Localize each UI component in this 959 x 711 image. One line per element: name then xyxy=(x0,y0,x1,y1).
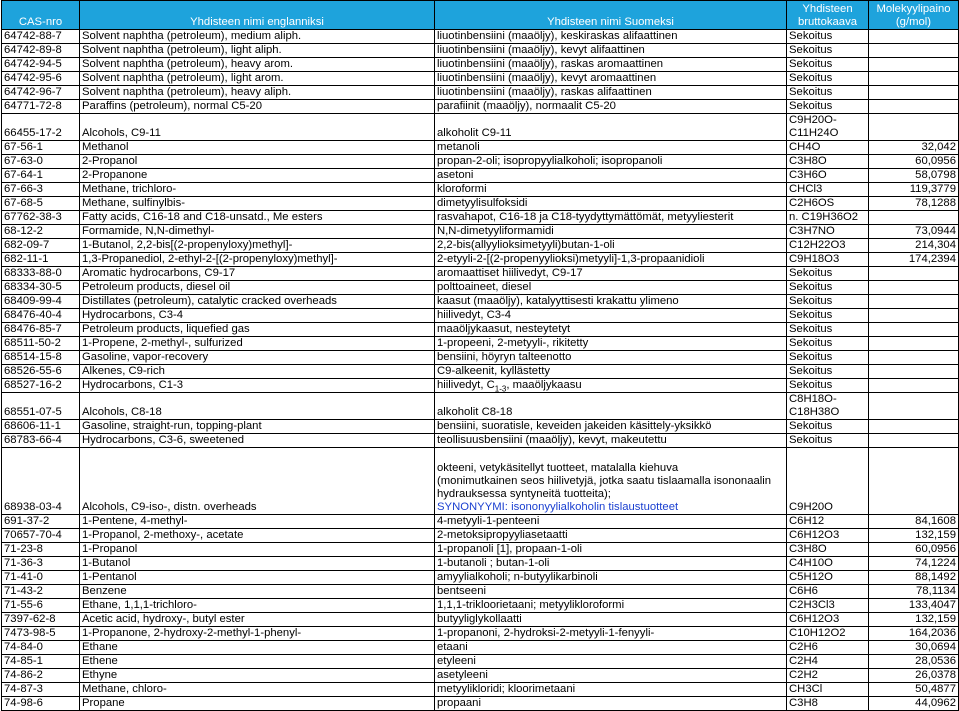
molar-mass: 58,0798 xyxy=(869,169,959,183)
name-finnish: 2-etyyli-2-[(2-propenyylioksi)metyyli]-1,3-propaanidioli xyxy=(435,253,787,267)
name-finnish-part: , maaöljykaasu xyxy=(506,379,582,391)
formula: CHCl3 xyxy=(787,183,869,197)
table-row xyxy=(2,295,959,309)
name-finnish: bentseeni xyxy=(435,585,787,599)
cas-number: 64742-88-7 xyxy=(2,30,80,44)
molar-mass xyxy=(869,114,959,141)
table-row xyxy=(2,72,959,86)
table-row xyxy=(2,211,959,225)
formula: C6H12O3 xyxy=(787,613,869,627)
formula: Sekoitus xyxy=(787,72,869,86)
cas-number: 74-98-6 xyxy=(2,697,80,711)
molar-mass xyxy=(869,44,959,58)
formula: Sekoitus xyxy=(787,295,869,309)
name-finnish: asetoni xyxy=(435,169,787,183)
formula: CH4O xyxy=(787,141,869,155)
molar-mass: 73,0944 xyxy=(869,225,959,239)
table-row xyxy=(2,683,959,697)
formula: Sekoitus xyxy=(787,379,869,393)
table-row xyxy=(2,169,959,183)
cas-number: 68333-88-0 xyxy=(2,267,80,281)
formula: C6H12O3 xyxy=(787,529,869,543)
formula: n. C19H36O2 xyxy=(787,211,869,225)
name-finnish: butyyliglykollaatti xyxy=(435,613,787,627)
header-molar-mass: Molekyylipaino (g/mol) xyxy=(869,1,959,30)
name-finnish: 1,1,1-trikloorietaani; metyylikloroformi xyxy=(435,599,787,613)
cas-number: 7397-62-8 xyxy=(2,613,80,627)
table-row xyxy=(2,183,959,197)
name-english: Solvent naphtha (petroleum), heavy arom. xyxy=(80,58,435,72)
name-english: Alcohols, C9-11 xyxy=(80,114,435,141)
molar-mass xyxy=(869,58,959,72)
formula: Sekoitus xyxy=(787,86,869,100)
name-english: 1-Pentene, 4-methyl- xyxy=(80,515,435,529)
table-header xyxy=(2,1,959,30)
header-formula: Yhdisteen bruttokaava xyxy=(787,1,869,30)
name-english: Paraffins (petroleum), normal C5-20 xyxy=(80,100,435,114)
molar-mass: 60,0956 xyxy=(869,543,959,557)
formula: C3H8O xyxy=(787,155,869,169)
name-finnish: alkoholit C8-18 xyxy=(435,393,787,420)
name-finnish: 1-propanoni, 2-hydroksi-2-metyyli-1-fenyyli- xyxy=(435,627,787,641)
table-row xyxy=(2,114,959,141)
cas-number: 74-85-1 xyxy=(2,655,80,669)
formula: C2H6 xyxy=(787,641,869,655)
formula: C2H6OS xyxy=(787,197,869,211)
table-row xyxy=(2,155,959,169)
subscript: 1-3 xyxy=(494,384,507,393)
cas-number: 68938-03-4 xyxy=(2,448,80,515)
cas-number: 67-66-3 xyxy=(2,183,80,197)
name-english: 1-Propanone, 2-hydroxy-2-methyl-1-phenyl- xyxy=(80,627,435,641)
name-finnish: teollisuusbensiini (maaöljy), kevyt, makeutettu xyxy=(435,434,787,448)
table-row xyxy=(2,309,959,323)
name-english: 1-Propanol xyxy=(80,543,435,557)
cas-number: 68476-85-7 xyxy=(2,323,80,337)
table-row xyxy=(2,613,959,627)
table-row xyxy=(2,30,959,44)
formula-line: C9H20O- xyxy=(789,114,837,126)
molar-mass: 119,3779 xyxy=(869,183,959,197)
cas-number: 691-37-2 xyxy=(2,515,80,529)
molar-mass xyxy=(869,434,959,448)
name-english: Solvent naphtha (petroleum), light aliph. xyxy=(80,44,435,58)
cas-number: 67762-38-3 xyxy=(2,211,80,225)
table-row xyxy=(2,557,959,571)
table-row xyxy=(2,697,959,711)
table-body xyxy=(2,30,959,711)
name-finnish: 2-metoksipropyyliasetaatti xyxy=(435,529,787,543)
formula: Sekoitus xyxy=(787,281,869,295)
table-row xyxy=(2,365,959,379)
cas-number: 68409-99-4 xyxy=(2,295,80,309)
name-finnish: metanoli xyxy=(435,141,787,155)
name-finnish-part: hiilivedyt, C xyxy=(437,379,495,391)
name-english: Fatty acids, C16-18 and C18-unsatd., Me esters xyxy=(80,211,435,225)
name-finnish xyxy=(435,448,787,515)
name-english: Methane, chloro- xyxy=(80,683,435,697)
molar-mass: 50,4877 xyxy=(869,683,959,697)
cas-number: 682-11-1 xyxy=(2,253,80,267)
name-finnish: propan-2-oli; isopropyylialkoholi; isopropanoli xyxy=(435,155,787,169)
name-english: 1-Butanol xyxy=(80,557,435,571)
formula: Sekoitus xyxy=(787,323,869,337)
cas-number: 68334-30-5 xyxy=(2,281,80,295)
name-english: 1-Pentanol xyxy=(80,571,435,585)
name-english: Solvent naphtha (petroleum), light arom. xyxy=(80,72,435,86)
cas-number: 71-23-8 xyxy=(2,543,80,557)
molar-mass xyxy=(869,379,959,393)
molar-mass xyxy=(869,72,959,86)
table-row xyxy=(2,225,959,239)
name-finnish: hiilivedyt, C3-4 xyxy=(435,309,787,323)
table-row xyxy=(2,529,959,543)
cas-number: 67-56-1 xyxy=(2,141,80,155)
name-finnish: alkoholit C9-11 xyxy=(435,114,787,141)
formula: C6H6 xyxy=(787,585,869,599)
header-cas: CAS-nro xyxy=(2,1,80,30)
molar-mass: 74,1224 xyxy=(869,557,959,571)
molar-mass xyxy=(869,30,959,44)
name-finnish: dimetyylisulfoksidi xyxy=(435,197,787,211)
formula: C6H12 xyxy=(787,515,869,529)
formula: Sekoitus xyxy=(787,434,869,448)
name-finnish: metyylikloridi; kloorimetaani xyxy=(435,683,787,697)
table-row xyxy=(2,323,959,337)
cas-number: 67-68-5 xyxy=(2,197,80,211)
molar-mass: 164,2036 xyxy=(869,627,959,641)
molar-mass: 132,159 xyxy=(869,529,959,543)
cas-number: 68551-07-5 xyxy=(2,393,80,420)
formula: Sekoitus xyxy=(787,30,869,44)
formula: Sekoitus xyxy=(787,100,869,114)
name-english: 1-Propene, 2-methyl-, sulfurized xyxy=(80,337,435,351)
cas-number: 74-87-3 xyxy=(2,683,80,697)
name-finnish: maaöljykaasut, nesteytetyt xyxy=(435,323,787,337)
formula: Sekoitus xyxy=(787,337,869,351)
molar-mass xyxy=(869,323,959,337)
molar-mass xyxy=(869,281,959,295)
molar-mass: 78,1288 xyxy=(869,197,959,211)
molar-mass: 174,2394 xyxy=(869,253,959,267)
table-row xyxy=(2,393,959,420)
cas-number: 74-86-2 xyxy=(2,669,80,683)
cas-number: 68606-11-1 xyxy=(2,420,80,434)
molar-mass: 60,0956 xyxy=(869,155,959,169)
name-finnish: liuotinbensiini (maaöljy), raskas alifaattinen xyxy=(435,86,787,100)
header-name-finnish: Yhdisteen nimi Suomeksi xyxy=(435,1,787,30)
cas-number: 66455-17-2 xyxy=(2,114,80,141)
name-english: Ethene xyxy=(80,655,435,669)
formula: C5H12O xyxy=(787,571,869,585)
name-english: Methane, sulfinylbis- xyxy=(80,197,435,211)
molar-mass xyxy=(869,86,959,100)
name-finnish: polttoaineet, diesel xyxy=(435,281,787,295)
name-english: Benzene xyxy=(80,585,435,599)
table-row xyxy=(2,655,959,669)
cas-number: 68511-50-2 xyxy=(2,337,80,351)
molar-mass: 132,159 xyxy=(869,613,959,627)
formula: C2H3Cl3 xyxy=(787,599,869,613)
formula: Sekoitus xyxy=(787,365,869,379)
name-english: Alcohols, C9-iso-, distn. overheads xyxy=(80,448,435,515)
name-finnish: kloroformi xyxy=(435,183,787,197)
molar-mass xyxy=(869,351,959,365)
molar-mass: 30,0694 xyxy=(869,641,959,655)
table-row xyxy=(2,379,959,393)
name-finnish: 1-propanoli [1], propaan-1-oli xyxy=(435,543,787,557)
cas-number: 64742-96-7 xyxy=(2,86,80,100)
cas-number: 74-84-0 xyxy=(2,641,80,655)
name-finnish: 4-metyyli-1-penteeni xyxy=(435,515,787,529)
cas-number: 682-09-7 xyxy=(2,239,80,253)
molar-mass: 26,0378 xyxy=(869,669,959,683)
formula-line: C11H24O xyxy=(789,127,839,139)
formula: C3H8O xyxy=(787,543,869,557)
table-row xyxy=(2,571,959,585)
formula-line: C8H18O- xyxy=(789,393,837,405)
cas-number: 71-41-0 xyxy=(2,571,80,585)
cas-number: 71-36-3 xyxy=(2,557,80,571)
formula: Sekoitus xyxy=(787,267,869,281)
table-row xyxy=(2,86,959,100)
name-english: Methanol xyxy=(80,141,435,155)
table-row xyxy=(2,100,959,114)
name-english: Hydrocarbons, C3-6, sweetened xyxy=(80,434,435,448)
molar-mass xyxy=(869,337,959,351)
table-row xyxy=(2,515,959,529)
name-english: 1,3-Propanediol, 2-ethyl-2-[(2-propenyloxy)methyl]- xyxy=(80,253,435,267)
table-row xyxy=(2,434,959,448)
name-finnish: amyylialkoholi; n-butyylikarbinoli xyxy=(435,571,787,585)
molar-mass: 84,1608 xyxy=(869,515,959,529)
molar-mass xyxy=(869,309,959,323)
name-english: Ethane xyxy=(80,641,435,655)
name-english: Methane, trichloro- xyxy=(80,183,435,197)
name-english: Propane xyxy=(80,697,435,711)
table-row xyxy=(2,253,959,267)
cas-number: 71-55-6 xyxy=(2,599,80,613)
name-english: 1-Propanol, 2-methoxy-, acetate xyxy=(80,529,435,543)
name-finnish-line: hydrauksessa syntyneitä tuotteita); xyxy=(437,488,611,500)
cas-number: 68-12-2 xyxy=(2,225,80,239)
formula: Sekoitus xyxy=(787,44,869,58)
molar-mass: 32,042 xyxy=(869,141,959,155)
cas-number: 71-43-2 xyxy=(2,585,80,599)
table-row xyxy=(2,448,959,515)
table-row xyxy=(2,337,959,351)
name-english: Hydrocarbons, C1-3 xyxy=(80,379,435,393)
name-english: 2-Propanol xyxy=(80,155,435,169)
molar-mass: 44,0962 xyxy=(869,697,959,711)
name-finnish: asetyleeni xyxy=(435,669,787,683)
name-finnish: 1-propeeni, 2-metyyli-, rikitetty xyxy=(435,337,787,351)
name-english: Petroleum products, diesel oil xyxy=(80,281,435,295)
name-finnish: rasvahapot, C16-18 ja C18-tyydyttymättömät, metyyliesterit xyxy=(435,211,787,225)
molar-mass xyxy=(869,100,959,114)
formula: C3H8 xyxy=(787,697,869,711)
molar-mass: 88,1492 xyxy=(869,571,959,585)
header-name-english: Yhdisteen nimi englanniksi xyxy=(80,1,435,30)
table-row xyxy=(2,141,959,155)
name-english: Acetic acid, hydroxy-, butyl ester xyxy=(80,613,435,627)
cas-number: 70657-70-4 xyxy=(2,529,80,543)
formula: C10H12O2 xyxy=(787,627,869,641)
cas-number: 64742-94-5 xyxy=(2,58,80,72)
name-english: Hydrocarbons, C3-4 xyxy=(80,309,435,323)
cas-number: 64742-89-8 xyxy=(2,44,80,58)
name-finnish: propaani xyxy=(435,697,787,711)
name-english: Formamide, N,N-dimethyl- xyxy=(80,225,435,239)
cas-number: 67-64-1 xyxy=(2,169,80,183)
molar-mass xyxy=(869,267,959,281)
table-row xyxy=(2,599,959,613)
molar-mass xyxy=(869,448,959,515)
molar-mass xyxy=(869,211,959,225)
name-english: 2-Propanone xyxy=(80,169,435,183)
cas-number: 64771-72-8 xyxy=(2,100,80,114)
formula-line: C18H38O xyxy=(789,406,840,418)
name-finnish: kaasut (maaöljy), katalyyttisesti krakattu ylimeno xyxy=(435,295,787,309)
name-finnish: bensiini, suoratisle, keveiden jakeiden käsittely-yksikkö xyxy=(435,420,787,434)
name-english: Petroleum products, liquefied gas xyxy=(80,323,435,337)
table-row xyxy=(2,641,959,655)
name-english: Ethyne xyxy=(80,669,435,683)
name-finnish: parafiinit (maaöljy), normaalit C5-20 xyxy=(435,100,787,114)
molar-mass: 78,1134 xyxy=(869,585,959,599)
name-finnish: aromaattiset hiilivedyt, C9-17 xyxy=(435,267,787,281)
table-row xyxy=(2,239,959,253)
name-english: Alcohols, C8-18 xyxy=(80,393,435,420)
name-english: Aromatic hydrocarbons, C9-17 xyxy=(80,267,435,281)
cas-number: 68476-40-4 xyxy=(2,309,80,323)
formula: Sekoitus xyxy=(787,309,869,323)
table-row xyxy=(2,420,959,434)
name-finnish: liuotinbensiini (maaöljy), kevyt alifaattinen xyxy=(435,44,787,58)
cas-number: 67-63-0 xyxy=(2,155,80,169)
synonym-text: SYNONYYMI: isononyylialkoholin tislaustuotteet xyxy=(437,501,679,513)
name-english: Distillates (petroleum), catalytic cracked overheads xyxy=(80,295,435,309)
name-english: Solvent naphtha (petroleum), medium aliph. xyxy=(80,30,435,44)
table-row xyxy=(2,267,959,281)
table-row xyxy=(2,669,959,683)
name-finnish-line: okteeni, vetykäsitellyt tuotteet, matalalla kiehuva xyxy=(437,462,679,474)
table-row xyxy=(2,58,959,72)
table-row xyxy=(2,585,959,599)
name-finnish: liuotinbensiini (maaöljy), raskas aromaattinen xyxy=(435,58,787,72)
name-finnish-line: (monimutkainen seos hiilivetyjä, jotka saatu tislaamalla isononaalin xyxy=(437,475,772,487)
molar-mass: 214,304 xyxy=(869,239,959,253)
name-finnish: 2,2-bis(allyylioksimetyyli)butan-1-oli xyxy=(435,239,787,253)
molar-mass xyxy=(869,420,959,434)
name-english: Ethane, 1,1,1-trichloro- xyxy=(80,599,435,613)
table-row xyxy=(2,627,959,641)
molar-mass xyxy=(869,365,959,379)
cas-number: 64742-95-6 xyxy=(2,72,80,86)
name-english: Gasoline, straight-run, topping-plant xyxy=(80,420,435,434)
molar-mass: 28,0536 xyxy=(869,655,959,669)
formula: C9H18O3 xyxy=(787,253,869,267)
name-english: Gasoline, vapor-recovery xyxy=(80,351,435,365)
name-finnish xyxy=(435,379,787,393)
name-english: 1-Butanol, 2,2-bis[(2-propenyloxy)methyl]- xyxy=(80,239,435,253)
molar-mass: 133,4047 xyxy=(869,599,959,613)
formula: Sekoitus xyxy=(787,351,869,365)
cas-number: 68514-15-8 xyxy=(2,351,80,365)
formula: C9H20O xyxy=(787,448,869,515)
name-finnish: liuotinbensiini (maaöljy), kevyt aromaattinen xyxy=(435,72,787,86)
chemical-compounds-table xyxy=(1,0,959,711)
formula: Sekoitus xyxy=(787,420,869,434)
name-finnish: liuotinbensiini (maaöljy), keskiraskas alifaattinen xyxy=(435,30,787,44)
formula: CH3Cl xyxy=(787,683,869,697)
formula: C3H7NO xyxy=(787,225,869,239)
table-row xyxy=(2,543,959,557)
formula: C12H22O3 xyxy=(787,239,869,253)
formula: Sekoitus xyxy=(787,58,869,72)
name-finnish: C9-alkeenit, kyllästetty xyxy=(435,365,787,379)
cas-number: 68526-55-6 xyxy=(2,365,80,379)
name-finnish: 1-butanoli ; butan-1-oli xyxy=(435,557,787,571)
formula: C4H10O xyxy=(787,557,869,571)
name-finnish: bensiini, höyryn talteenotto xyxy=(435,351,787,365)
formula xyxy=(787,114,869,141)
formula: C3H6O xyxy=(787,169,869,183)
name-finnish: etaani xyxy=(435,641,787,655)
name-finnish: etyleeni xyxy=(435,655,787,669)
cas-number: 68783-66-4 xyxy=(2,434,80,448)
table-row xyxy=(2,351,959,365)
name-english: Solvent naphtha (petroleum), heavy aliph. xyxy=(80,86,435,100)
table-row xyxy=(2,197,959,211)
table-row xyxy=(2,281,959,295)
formula xyxy=(787,393,869,420)
table-row xyxy=(2,44,959,58)
formula: C2H2 xyxy=(787,669,869,683)
formula: C2H4 xyxy=(787,655,869,669)
name-english: Alkenes, C9-rich xyxy=(80,365,435,379)
cas-number: 7473-98-5 xyxy=(2,627,80,641)
name-finnish: N,N-dimetyyliformamidi xyxy=(435,225,787,239)
molar-mass xyxy=(869,393,959,420)
cas-number: 68527-16-2 xyxy=(2,379,80,393)
molar-mass xyxy=(869,295,959,309)
